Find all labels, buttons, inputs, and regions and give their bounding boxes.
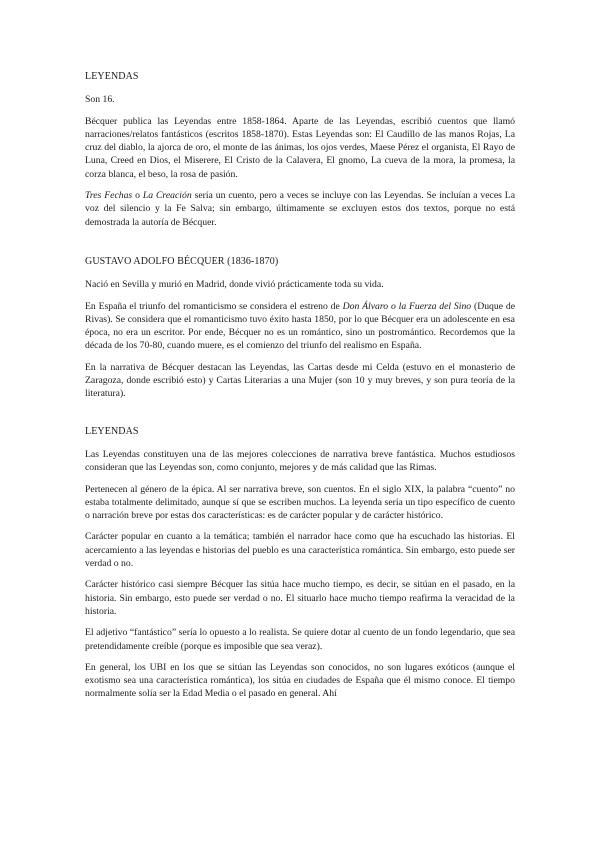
italic-title: Don Álvaro o la Fuerza del Sino bbox=[342, 300, 472, 312]
paragraph-romanticism bbox=[85, 300, 515, 353]
paragraph-genero: Pertenecen al género de la épica. Al ser narrativa breve, son cuentos. En el siglo XIX, la palabra “cuento” no estaba totalmente delimitado, aunque sí que se escriben muchos. La leyenda sería un tipo específico de cuento o narración breve por estas dos características: es de carácter popular y de carácter histórico. bbox=[85, 483, 515, 522]
section-title-leyendas: LEYENDAS bbox=[85, 71, 139, 82]
italic-title: Tres Fechas bbox=[85, 190, 133, 202]
italic-title: La Creación bbox=[142, 190, 192, 202]
section-title-becquer: GUSTAVO ADOLFO BÉCQUER (1836-1870) bbox=[85, 255, 279, 267]
text-span: (Duque de Rivas). Se considera que el romanticismo tuvo éxito hasta 1850, por lo que Bécquer era un adolescente en esa época, no era un escritor. Por ende, Bécquer no es un romántico, sino un postromántico. Recordemos que la década de los 70-80, cuando muere, es el comienzo del triunfo del realismo en España. bbox=[85, 300, 516, 352]
paragraph-tres-fechas bbox=[85, 189, 515, 229]
paragraph-birth: Nació en Sevilla y murió en Madrid, donde vivió prácticamente toda su vida. bbox=[85, 279, 384, 291]
paragraph-colecciones: Las Leyendas constituyen una de las mejores colecciones de narrativa breve fantástica. Muchos estudiosos consideran que las Leyendas son, como conjunto, mejores y de más calidad que las Rimas. bbox=[85, 448, 515, 474]
paragraph-narrativa: En la narrativa de Bécquer destacan las Leyendas, las Cartas desde mi Celda (estuvo en el monasterio de Zaragoza, donde escribió esto) y Cartas Literarias a una Mujer (son 10 y muy breves, y son pura teoría de la literatura). bbox=[85, 361, 515, 400]
text-span: o bbox=[132, 190, 143, 202]
paragraph-count: Son 16. bbox=[85, 94, 115, 106]
section-title-leyendas-2: LEYENDAS bbox=[85, 425, 139, 437]
paragraph-fantastico: El adjetivo “fantástico” sería lo opuesto a lo realista. Se quiere dotar al cuento de un fondo legendario, que sea pretendidamente creíble (porque es imposible que sea veraz). bbox=[85, 627, 515, 652]
paragraph-caracter-popular: Carácter popular en cuanto a la temática; también el narrador hace como que ha escuchado las historias. El acercamiento a las leyendas e historias del pueblo es una característica romántica. Sin embargo, esto puede ser verdad o no. bbox=[85, 531, 515, 570]
text-span: En España el triunfo del romanticismo se considera el estreno de bbox=[85, 300, 343, 312]
paragraph-leyendas-list: Bécquer publica las Leyendas entre 1858-1864. Aparte de las Leyendas, escribió cuentos que llamó narraciones/relatos fantásticos (escritos 1858-1870). Estas Leyendas son: El Caudillo de las manos Rojas, La cruz del diablo, la ajorca de oro, el monte de las ánimas, los ojos verdes, Maese Pérez el organista, El Rayo de Luna, Creed en Dios, el Miserere, El Cristo de la Calavera, El gnomo, La cueva de la mora, la promesa, la corza blanca, el beso, la rosa de pasión. bbox=[85, 115, 515, 180]
paragraph-caracter-historico: Carácter histórico casi siempre Bécquer las sitúa hace mucho tiempo, es decir, se sitúan en el pasado, en la historia. Sin embargo, esto puede ser verdad o no. El situarlo hace mucho tiempo reafirma la veracidad de la historia. bbox=[85, 579, 515, 617]
document-page bbox=[85, 70, 515, 709]
text-span: sería un cuento, pero a veces se incluye con las Leyendas. Se incluían a veces La voz del silencio y la Fe Salva; sin embargo, últimamente se excluyen estos dos textos, porque no está demostrada la autoría de Bécquer. bbox=[85, 190, 515, 228]
paragraph-ubi: En general, los UBI en los que se sitúan las Leyendas son conocidos, no son lugares exóticos (aunque el exotismo sea una característica romántica), los sitúa en ciudades de España que él mismo conoce. El tiempo normalmente solía ser la Edad Media o el pasado en general. Ahí bbox=[85, 661, 515, 700]
